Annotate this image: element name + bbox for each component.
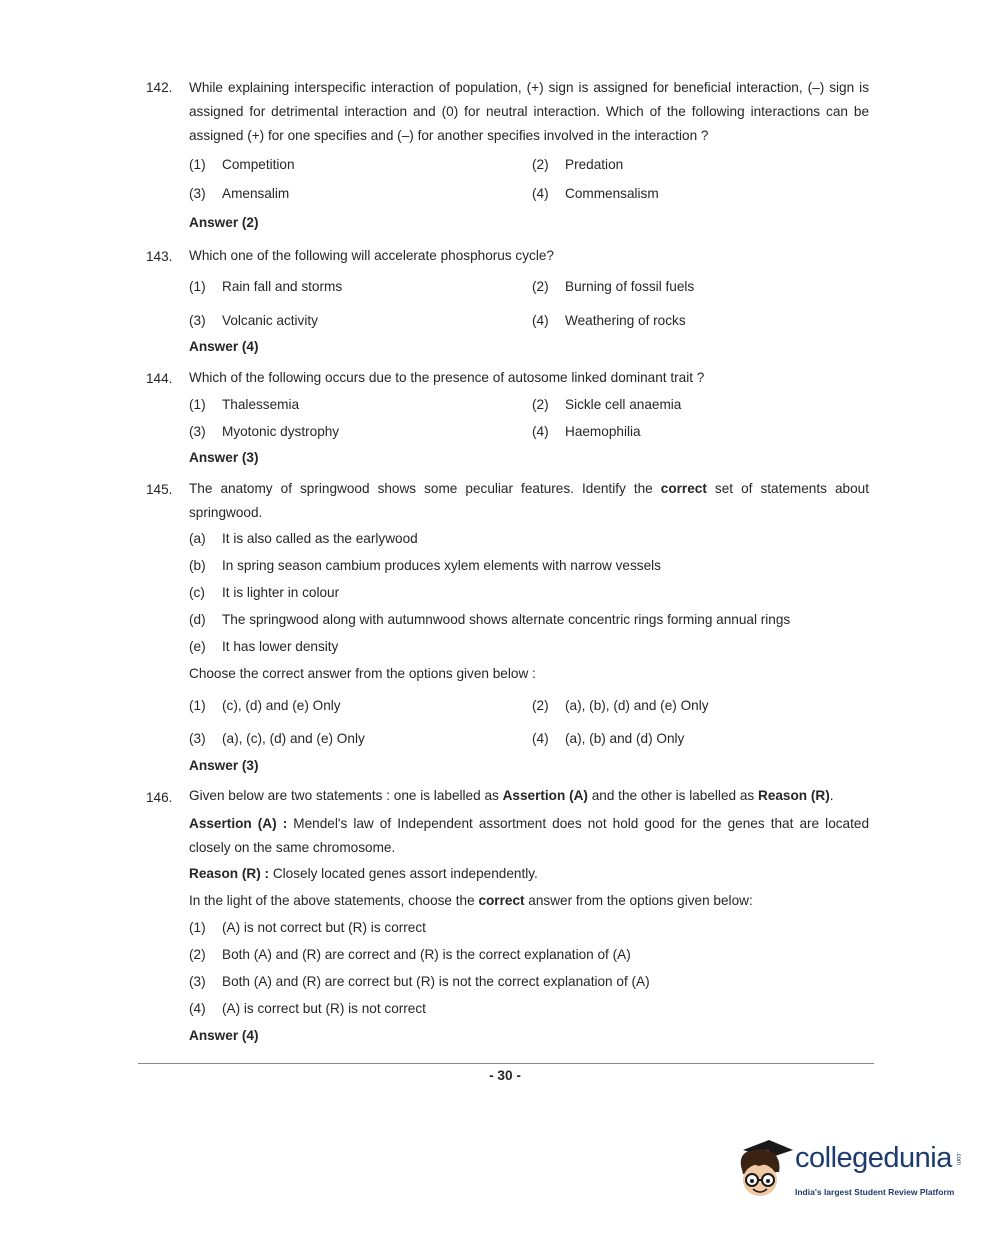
answer: Answer (4)	[189, 1028, 259, 1043]
question-number: 146.	[146, 790, 173, 805]
option-row	[189, 731, 869, 751]
assertion: Assertion (A) : Mendel's law of Independent assortment does not hold good for the genes that are located closely on the same chromosome.	[189, 816, 870, 855]
option: (2) Both (A) and (R) are correct and (R) is the correct explanation of (A)	[189, 947, 631, 962]
option-row	[189, 698, 869, 718]
option: (1) Competition	[189, 157, 295, 172]
option-row	[189, 313, 869, 333]
option: (1) Thalessemia	[189, 397, 300, 412]
question-number: 143.	[146, 249, 173, 264]
logo-dotcom: .com	[955, 1152, 961, 1166]
footer-divider	[138, 1063, 874, 1064]
option-row	[189, 424, 869, 444]
option: (3) Amensalim	[189, 186, 290, 201]
option: (2) (a), (b), (d) and (e) Only	[532, 698, 709, 713]
answer: Answer (3)	[189, 450, 259, 465]
option-row	[189, 279, 869, 299]
option: (4) (a), (b) and (d) Only	[532, 731, 685, 746]
option-row	[189, 186, 869, 206]
statement: (a) It is also called as the earlywood	[189, 531, 418, 546]
statement: (c) It is lighter in colour	[189, 585, 340, 600]
question-text: The anatomy of springwood shows some peculiar features. Identify the correct set of statements about springwood.	[189, 481, 869, 520]
answer: Answer (2)	[189, 215, 259, 230]
option-row	[189, 397, 869, 417]
instruction: Choose the correct answer from the options given below :	[189, 666, 536, 681]
question-number: 142.	[146, 80, 173, 95]
option-row	[189, 157, 869, 177]
reason: Reason (R) : Closely located genes assort independently.	[189, 866, 538, 881]
statement: (b) In spring season cambium produces xylem elements with narrow vessels	[189, 558, 661, 573]
option: (1) Rain fall and storms	[189, 279, 343, 294]
logo-tagline: India's largest Student Review Platform	[795, 1187, 955, 1197]
option: (4) Weathering of rocks	[532, 313, 686, 328]
option: (1) (A) is not correct but (R) is correct	[189, 920, 426, 935]
option: (3) (a), (c), (d) and (e) Only	[189, 731, 365, 746]
mascot-icon	[735, 1136, 793, 1206]
instruction: In the light of the above statements, choose the correct answer from the options given below:	[189, 893, 753, 908]
option: (4) Commensalism	[532, 186, 659, 201]
option: (3) Both (A) and (R) are correct but (R) is not the correct explanation of (A)	[189, 974, 650, 989]
question-text: Which of the following occurs due to the presence of autosome linked dominant trait ?	[189, 370, 705, 385]
logo-wordmark: collegedunia	[795, 1142, 952, 1174]
option: (4) Haemophilia	[532, 424, 641, 439]
statement: (e) It has lower density	[189, 639, 339, 654]
option: (2) Predation	[532, 157, 624, 172]
question-text: Which one of the following will accelerate phosphorus cycle?	[189, 248, 554, 263]
option: (2) Burning of fossil fuels	[532, 279, 695, 294]
statement: (d) The springwood along with autumnwood shows alternate concentric rings forming annual rings	[189, 612, 791, 627]
question-text: Given below are two statements : one is labelled as Assertion (A) and the other is labelled as Reason (R).	[189, 788, 834, 803]
option: (2) Sickle cell anaemia	[532, 397, 682, 412]
question-number: 145.	[146, 482, 173, 497]
answer: Answer (4)	[189, 339, 259, 354]
option: (3) Volcanic activity	[189, 313, 318, 328]
page-number: - 30 -	[489, 1068, 521, 1083]
option: (4) (A) is correct but (R) is not correct	[189, 1001, 426, 1016]
question-number: 144.	[146, 371, 173, 386]
option: (3) Myotonic dystrophy	[189, 424, 340, 439]
option: (1) (c), (d) and (e) Only	[189, 698, 341, 713]
collegedunia-logo[interactable]	[735, 1136, 965, 1206]
answer: Answer (3)	[189, 758, 259, 773]
question-text: While explaining interspecific interaction of population, (+) sign is assigned for beneficial interaction, (–) sign is assigned for detrimental interaction and (0) for neutral interaction. Which of the following interactions can be assigned (+) for one specifies and (–) for another specifies involved in the interaction ?	[189, 80, 869, 143]
